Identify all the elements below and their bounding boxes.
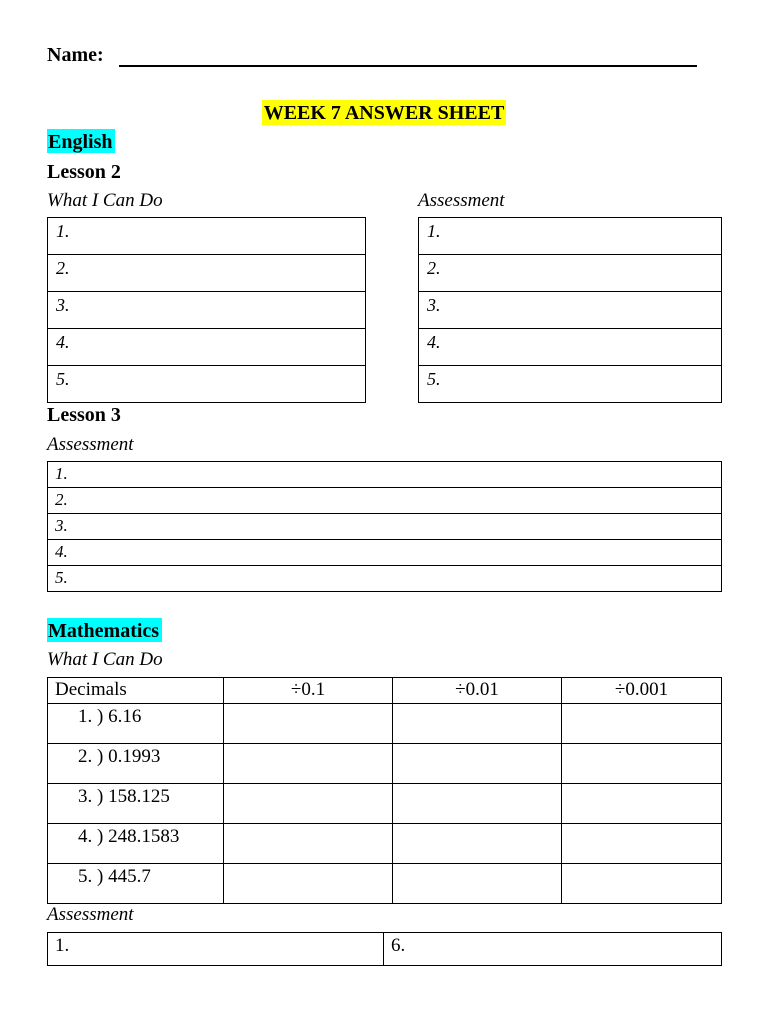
answer-cell[interactable]: 6. xyxy=(384,933,722,966)
answer-cell[interactable] xyxy=(562,824,722,864)
answer-cell[interactable] xyxy=(393,824,562,864)
answer-cell[interactable] xyxy=(224,744,393,784)
header-div-0-001: ÷0.001 xyxy=(562,678,722,704)
lesson2-heading: Lesson 2 xyxy=(47,161,121,183)
lesson2-what-i-can-do-label: What I Can Do xyxy=(47,190,163,211)
answer-cell[interactable]: 5. xyxy=(48,566,722,592)
answer-cell[interactable]: 3. xyxy=(48,514,722,540)
math-assessment-table xyxy=(47,932,722,966)
answer-cell[interactable]: 3. xyxy=(419,292,722,329)
answer-cell[interactable] xyxy=(562,784,722,824)
answer-cell[interactable] xyxy=(224,704,393,744)
header-div-0-1: ÷0.1 xyxy=(224,678,393,704)
name-label: Name: xyxy=(47,44,104,66)
answer-cell[interactable] xyxy=(393,784,562,824)
page-title xyxy=(0,102,768,125)
lesson2-assessment-label: Assessment xyxy=(418,190,505,211)
answer-cell[interactable]: 1. xyxy=(48,462,722,488)
page-title-text: WEEK 7 ANSWER SHEET xyxy=(263,102,505,124)
answer-cell[interactable]: 2. xyxy=(48,255,366,292)
answer-cell[interactable]: 4. xyxy=(48,540,722,566)
answer-cell[interactable] xyxy=(562,744,722,784)
header-div-0-01: ÷0.01 xyxy=(393,678,562,704)
answer-cell[interactable]: 3. xyxy=(48,292,366,329)
lesson3-assessment-table xyxy=(47,461,722,592)
answer-cell[interactable]: 4. xyxy=(419,329,722,366)
answer-cell[interactable]: 1. xyxy=(48,218,366,255)
answer-cell[interactable] xyxy=(224,784,393,824)
math-assessment-label: Assessment xyxy=(47,904,134,925)
decimal-cell: 3. ) 158.125 xyxy=(48,784,224,824)
answer-cell[interactable] xyxy=(224,864,393,904)
answer-cell[interactable] xyxy=(393,744,562,784)
math-what-i-can-do-label: What I Can Do xyxy=(47,649,163,670)
answer-cell[interactable] xyxy=(224,824,393,864)
math-decimals-table xyxy=(47,677,722,904)
answer-cell[interactable] xyxy=(562,864,722,904)
header-decimals: Decimals xyxy=(48,678,224,704)
answer-cell[interactable] xyxy=(393,704,562,744)
english-heading: English xyxy=(47,131,115,154)
answer-cell[interactable]: 2. xyxy=(419,255,722,292)
answer-cell[interactable]: 1. xyxy=(419,218,722,255)
answer-cell[interactable] xyxy=(393,864,562,904)
decimal-cell: 2. ) 0.1993 xyxy=(48,744,224,784)
lesson3-heading: Lesson 3 xyxy=(47,404,121,426)
answer-cell[interactable]: 4. xyxy=(48,329,366,366)
lesson2-assessment-table xyxy=(418,217,722,403)
answer-cell[interactable]: 5. xyxy=(48,366,366,403)
name-line[interactable] xyxy=(119,65,697,67)
lesson3-assessment-label: Assessment xyxy=(47,434,134,455)
decimal-cell: 1. ) 6.16 xyxy=(48,704,224,744)
answer-cell[interactable] xyxy=(562,704,722,744)
decimal-cell: 5. ) 445.7 xyxy=(48,864,224,904)
math-heading: Mathematics xyxy=(47,620,162,643)
lesson2-what-i-can-do-table xyxy=(47,217,366,403)
decimal-cell: 4. ) 248.1583 xyxy=(48,824,224,864)
answer-cell[interactable]: 2. xyxy=(48,488,722,514)
answer-cell[interactable]: 5. xyxy=(419,366,722,403)
answer-cell[interactable]: 1. xyxy=(48,933,384,966)
